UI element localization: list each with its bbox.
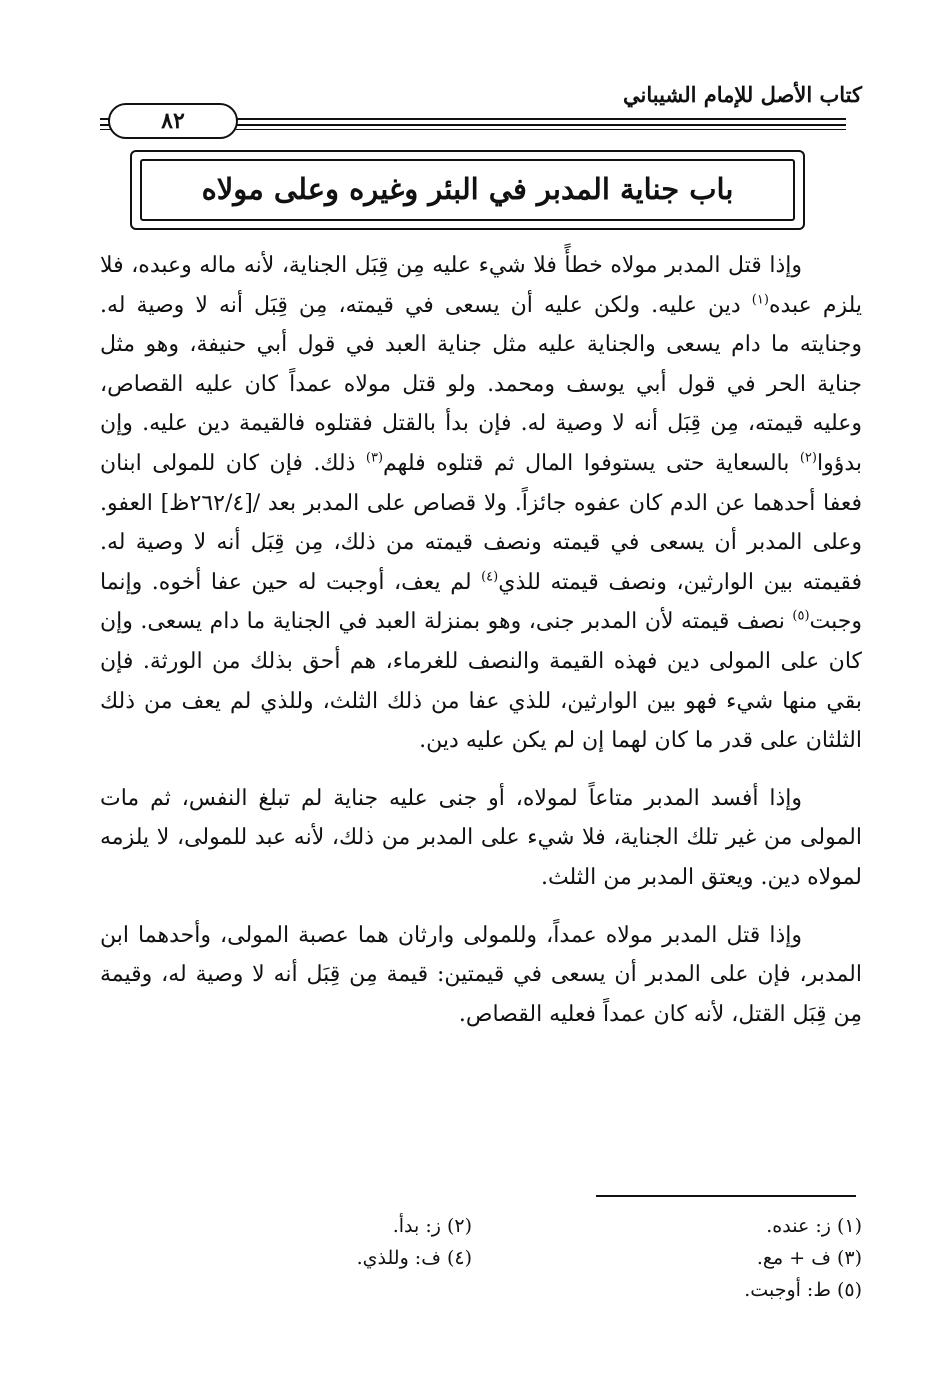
paragraph-1 [100,246,862,761]
paragraph-3: وإذا قتل المدبر مولاه عمداً، وللمولى وارثان هما عصبة المولى، وأحدهما ابن المدبر، فإن على المدبر أن يسعى في قيمتين: قيمة مِن قِبَل أنه لا وصية له، وقيمة مِن قِبَل القتل، لأنه كان عمداً فعليه القصاص. [100,922,862,1027]
text-segment: نصف قيمته لأن المدبر جنى، وهو بمنزلة العبد في الجناية ما دام يسعى. وإن كان على المولى دين فهذه القيمة والنصف للغرماء، هم أحق بذلك من الورثة. فإن بقي منها شيء فهو بين الوارثين، للذي عفا من ذلك الثلث، وللذي لم يعف من ذلك الثلثان على قدر ما كان لهما إن لم يكن عليه دين. [100,609,862,754]
chapter-title: باب جناية المدبر في البئر وغيره وعلى مولاه [201,172,734,206]
footnote-ref: (٢) [799,450,817,466]
footnote-ref: (٣) [365,450,384,466]
footnote: (١) ز: عنده. [766,1215,862,1237]
running-header-title: كتاب الأصل للإمام الشيباني [623,82,862,107]
footnote-ref: (١) [751,292,769,308]
footnote: (٢) ز: بدأ. [392,1215,472,1237]
text-segment: وإذا قتل المدبر مولاه خطأً فلا شيء عليه مِن قِبَل الجناية، لأنه ماله وعبده، فلا يلزم عبده [100,253,863,318]
footnote-ref: (٥) [792,609,810,625]
text-segment: دين عليه. ولكن عليه أن يسعى في قيمته، مِن قِبَل أنه لا وصية له. وجنايته ما دام يسعى والجناية عليه مثل جناية العبد في قول أبي حنيفة، وهو مثل جناية الحر في قول أبي يوسف ومحمد. ولو قتل مولاه عمداً كان عليه القصاص، وعليه قيمته، مِن قِبَل أنه لا وصية له. فإن بدأ بالقتل فقتلوه فالقيمة دين عليه. وإن بدؤوا [100,292,863,476]
body-text [100,246,862,1052]
footnote-rule [596,1195,856,1197]
text-segment: بالسعاية حتى يستوفوا المال ثم قتلوه فلهم [383,450,790,476]
footnote: (٣) ف + مع. [756,1247,862,1269]
paragraph-2: وإذا أفسد المدبر متاعاً لمولاه، أو جنى عليه جناية لم تبلغ النفس، ثم مات المولى من غير تلك الجناية، فلا شيء على المدبر من ذلك، لأنه عبد للمولى، لا يلزمه لمولاه دين. ويعتق المدبر من الثلث. [100,785,862,890]
text-segment: لم يعف، أوجبت له حين عفا أخوه. وإنما وجبت [100,569,862,635]
footnote: (٤) ف: وللذي. [356,1247,472,1269]
footnotes [100,1210,862,1306]
page-number: ٨٢ [108,103,238,139]
text-segment: ذلك. فإن كان للمولى ابنان فعفا أحدهما عن الدم كان عفوه جائزاً. ولا قصاص على المدبر بعد /[٢٦٢/٤ظ] العفو. وعلى المدبر أن يسعى في قيمته ونصف قيمته من ذلك، مِن قِبَل أنه لا وصية له. فقيمته بين الوارثين، ونصف قيمته للذي [100,450,863,595]
footnote-ref: (٤) [481,569,499,585]
footnote: (٥) ط: أوجبت. [744,1279,862,1301]
